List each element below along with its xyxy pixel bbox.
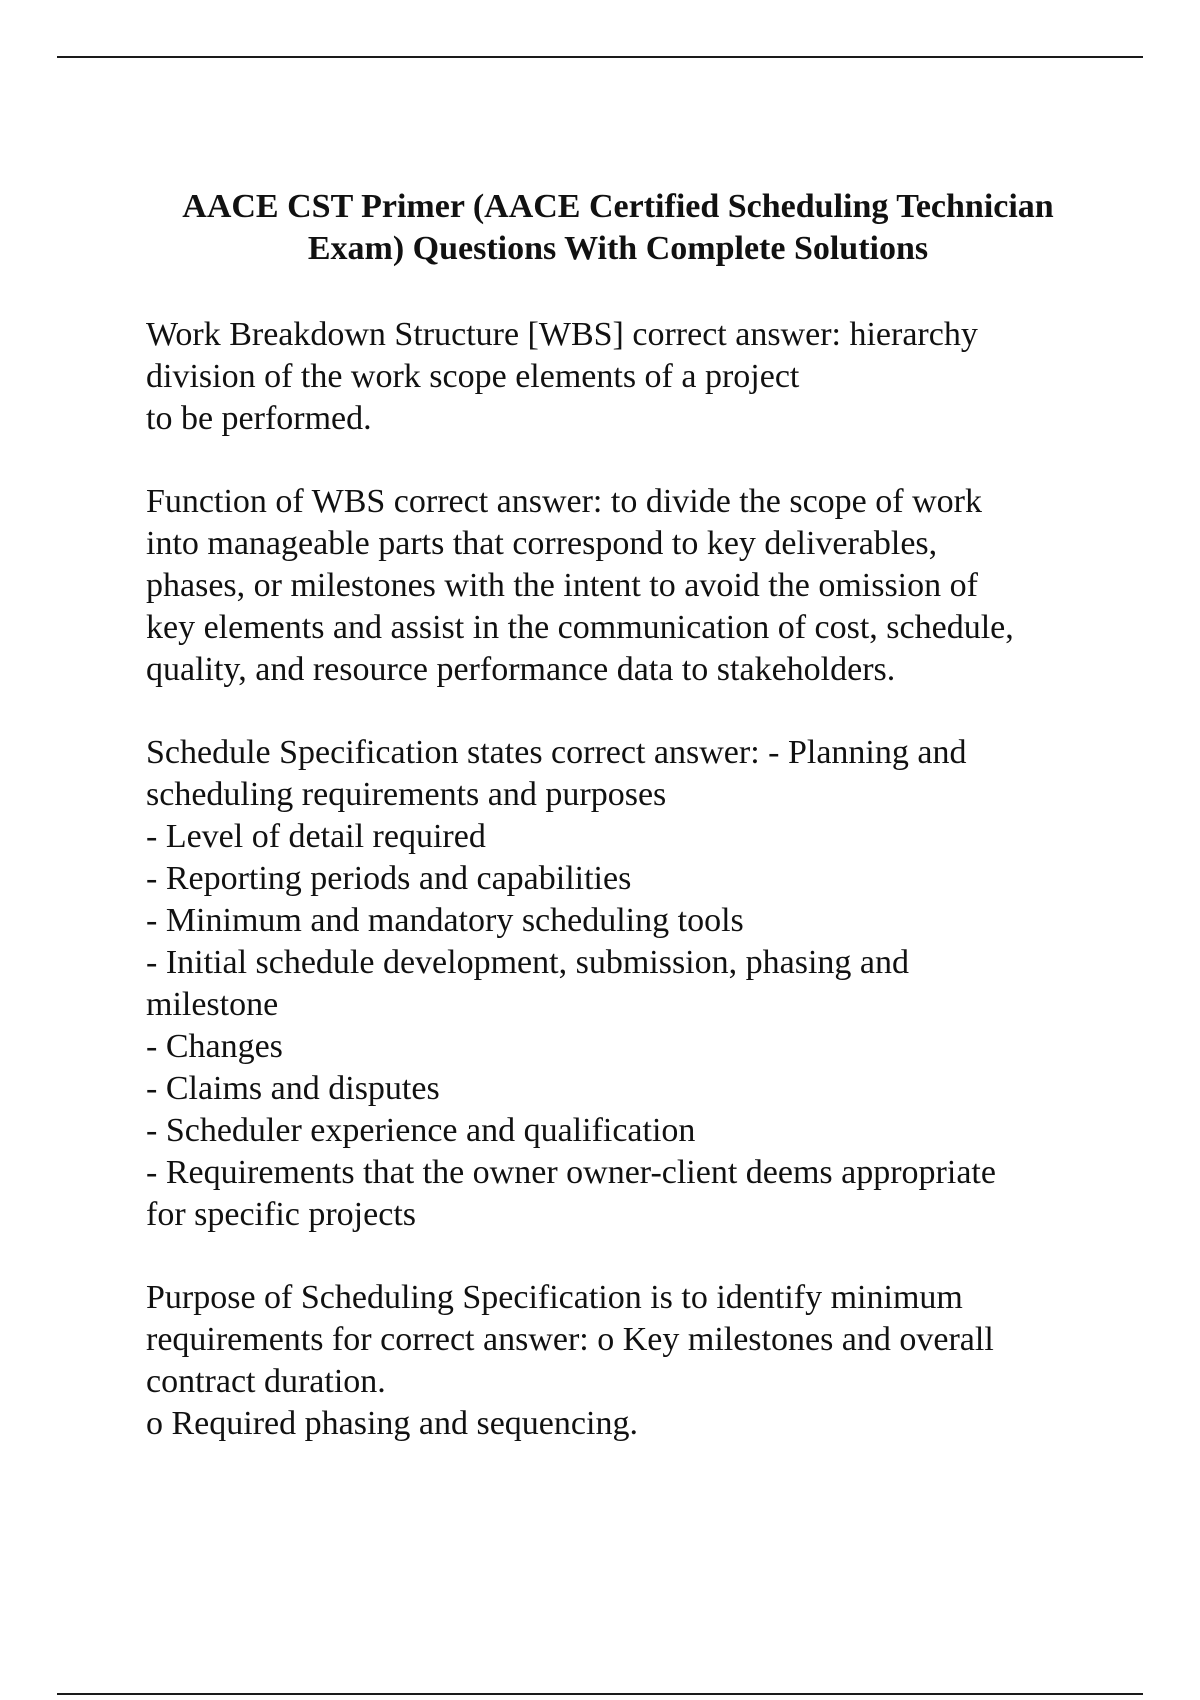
document-body bbox=[146, 186, 1096, 1445]
bottom-rule bbox=[57, 1693, 1143, 1695]
entry-wbs-function: Function of WBS correct answer: to divide the scope of work into manageable parts that correspond to key deliverables, phases, or milestones with the intent to avoid the omission of key elements and assist in the communication of cost, schedule, quality, and resource performance data to stakeholders. bbox=[146, 483, 1014, 688]
entry-scheduling-specification-purpose: Purpose of Scheduling Specification is to identify minimum requirements for correct answer: o Key milestones and overall contract duration. o Required phasing and sequencing. bbox=[146, 1279, 994, 1442]
entry-wbs: Work Breakdown Structure [WBS] correct answer: hierarchy division of the work scope elements of a project to be performed. bbox=[146, 316, 978, 437]
entry-schedule-specification: Schedule Specification states correct answer: - Planning and scheduling requirements and purposes - Level of detail required - Reporting periods and capabilities - Minimum and mandatory scheduling tools - Initial schedule development, submission, phasing and milestone - Changes - Claims and disputes - Scheduler experience and qualification - Requirements that the owner owner-client deems appropriate for specific projects bbox=[146, 734, 996, 1233]
top-rule bbox=[57, 56, 1143, 58]
document-title: AACE CST Primer (AACE Certified Scheduling Technician Exam) Questions With Complete Solutions bbox=[182, 188, 1054, 267]
